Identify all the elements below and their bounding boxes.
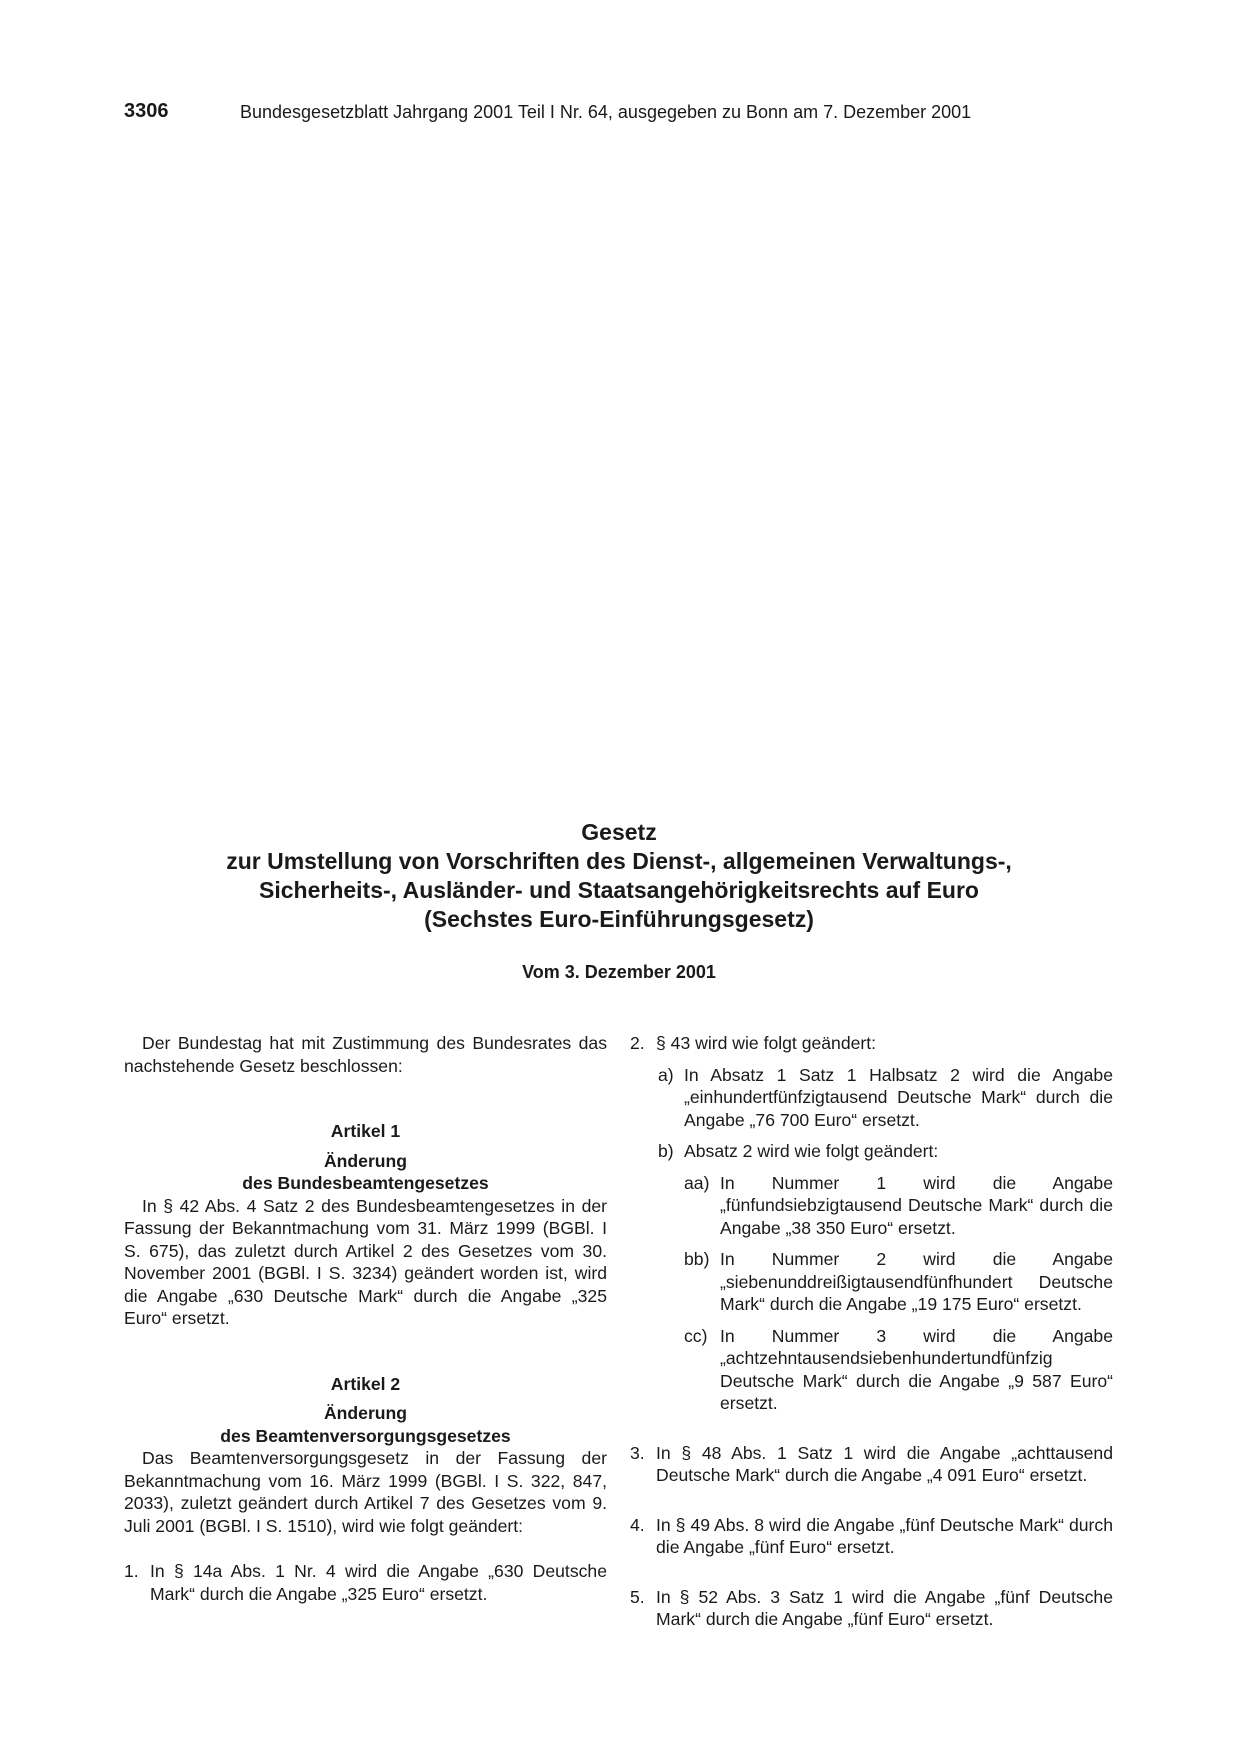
list-item-2b-bb-text: In Nummer 2 wird die Angabe „siebenunddreißigtausendfünfhundert Deutsche Mark“ durch die Angabe „19 175 Euro“ ersetzt. <box>720 1249 1113 1314</box>
list-item-2b-bb <box>630 1248 1113 1316</box>
list-item-2-text: § 43 wird wie folgt geändert: <box>656 1033 877 1053</box>
article-2-heading-line-2: des Beamtenversorgungsgesetzes <box>220 1425 511 1446</box>
law-title-line-1: Gesetz <box>581 819 657 845</box>
list-item-2b-aa <box>630 1172 1113 1240</box>
list-item-2b-aa-label: aa) <box>684 1172 710 1193</box>
list-item-2a-text: In Absatz 1 Satz 1 Halbsatz 2 wird die Angabe „einhundertfünfzigtausend Deutsche Mark“ durch die Angabe „76 700 Euro“ ersetzt. <box>684 1064 1113 1130</box>
list-item-2b-bb-label: bb) <box>684 1249 710 1269</box>
list-item-2b-label: b) <box>658 1141 674 1161</box>
list-item-2b-cc-label: cc) <box>684 1325 708 1346</box>
article-1-heading-line-2: des Bundesbeamtengesetzes <box>242 1173 489 1193</box>
list-item-2b-text: Absatz 2 wird wie folgt geändert: <box>684 1141 939 1161</box>
list-item-1-number: 1. <box>124 1561 139 1581</box>
article-2-label: Artikel 2 <box>330 1373 401 1394</box>
right-column <box>630 1032 1113 1631</box>
page-number: 3306 <box>124 100 169 122</box>
list-item-1-text: In § 14a Abs. 1 Nr. 4 wird die Angabe „630 Deutsche Mark“ durch die Angabe „325 Euro“ ersetzt. <box>150 1561 607 1604</box>
list-item-2-number: 2. <box>630 1033 645 1053</box>
list-item-5 <box>630 1586 1113 1631</box>
law-title-block <box>124 818 1114 983</box>
law-date: Vom 3. Dezember 2001 <box>522 962 716 982</box>
left-column <box>124 1032 607 1605</box>
list-item-2 <box>630 1032 1113 1055</box>
article-2-heading-line-1: Änderung <box>323 1403 408 1423</box>
list-item-5-text: In § 52 Abs. 3 Satz 1 wird die Angabe „fünf Deutsche Mark“ durch die Angabe „fünf Euro“ ersetzt. <box>656 1586 1113 1629</box>
article-2-text: Das Beamtenversorgungsgesetz in der Fassung der Bekanntmachung vom 16. März 1999 (BGBl. I S. 322, 847, 2033), zuletzt geändert durch Artikel 7 des Gesetzes vom 9. Juli 2001 (BGBl. I S. 1510), wird wie folgt geändert: <box>124 1448 607 1536</box>
article-1-text: In § 42 Abs. 4 Satz 2 des Bundesbeamtengesetzes in der Fassung der Bekanntmachung vom 31. März 1999 (BGBl. I S. 675), das zuletzt durch Artikel 2 des Gesetzes vom 30. November 2001 (BGBl. I S. 3234) geändert worden ist, wird die Angabe „630 Deutsche Mark“ durch die Angabe „325 Euro“ ersetzt. <box>124 1195 607 1328</box>
list-item-2a-label: a) <box>658 1064 674 1085</box>
list-item-3-number: 3. <box>630 1442 645 1463</box>
list-item-2b-aa-text: In Nummer 1 wird die Angabe „fünfundsiebzigtausend Deutsche Mark“ durch die Angabe „38 350 Euro“ ersetzt. <box>720 1172 1113 1238</box>
publication-line: Bundesgesetzblatt Jahrgang 2001 Teil I Nr. 64, ausgegeben zu Bonn am 7. Dezember 2001 <box>240 102 972 122</box>
enactment-clause: Der Bundestag hat mit Zustimmung des Bundesrates das nachstehende Gesetz beschlossen: <box>124 1033 607 1076</box>
list-item-3-text: In § 48 Abs. 1 Satz 1 wird die Angabe „achttausend Deutsche Mark“ durch die Angabe „4 091 Euro“ ersetzt. <box>656 1442 1113 1485</box>
list-item-2b-cc-text: In Nummer 3 wird die Angabe „achtzehntausendsiebenhundertundfünfzig Deutsche Mark“ durch die Angabe „9 587 Euro“ ersetzt. <box>720 1325 1113 1413</box>
list-item-4 <box>630 1514 1113 1559</box>
list-item-3 <box>630 1442 1113 1487</box>
list-item-2b-cc <box>630 1325 1113 1415</box>
law-title-line-2: zur Umstellung von Vorschriften des Dienst-, allgemeinen Verwaltungs-, <box>226 848 1012 874</box>
list-item-2b <box>630 1140 1113 1163</box>
list-item-1 <box>124 1560 607 1605</box>
law-title-line-3: Sicherheits-, Ausländer- und Staatsangehörigkeitsrechts auf Euro <box>259 877 979 903</box>
article-1-heading-line-1: Änderung <box>323 1150 408 1171</box>
page-header <box>124 100 1124 126</box>
list-item-4-number: 4. <box>630 1514 645 1535</box>
list-item-5-number: 5. <box>630 1586 645 1607</box>
article-1-label: Artikel 1 <box>330 1121 401 1141</box>
list-item-2a <box>630 1064 1113 1132</box>
law-title-line-4: (Sechstes Euro-Einführungsgesetz) <box>424 906 814 932</box>
list-item-4-text: In § 49 Abs. 8 wird die Angabe „fünf Deutsche Mark“ durch die Angabe „fünf Euro“ ersetzt. <box>656 1514 1113 1557</box>
